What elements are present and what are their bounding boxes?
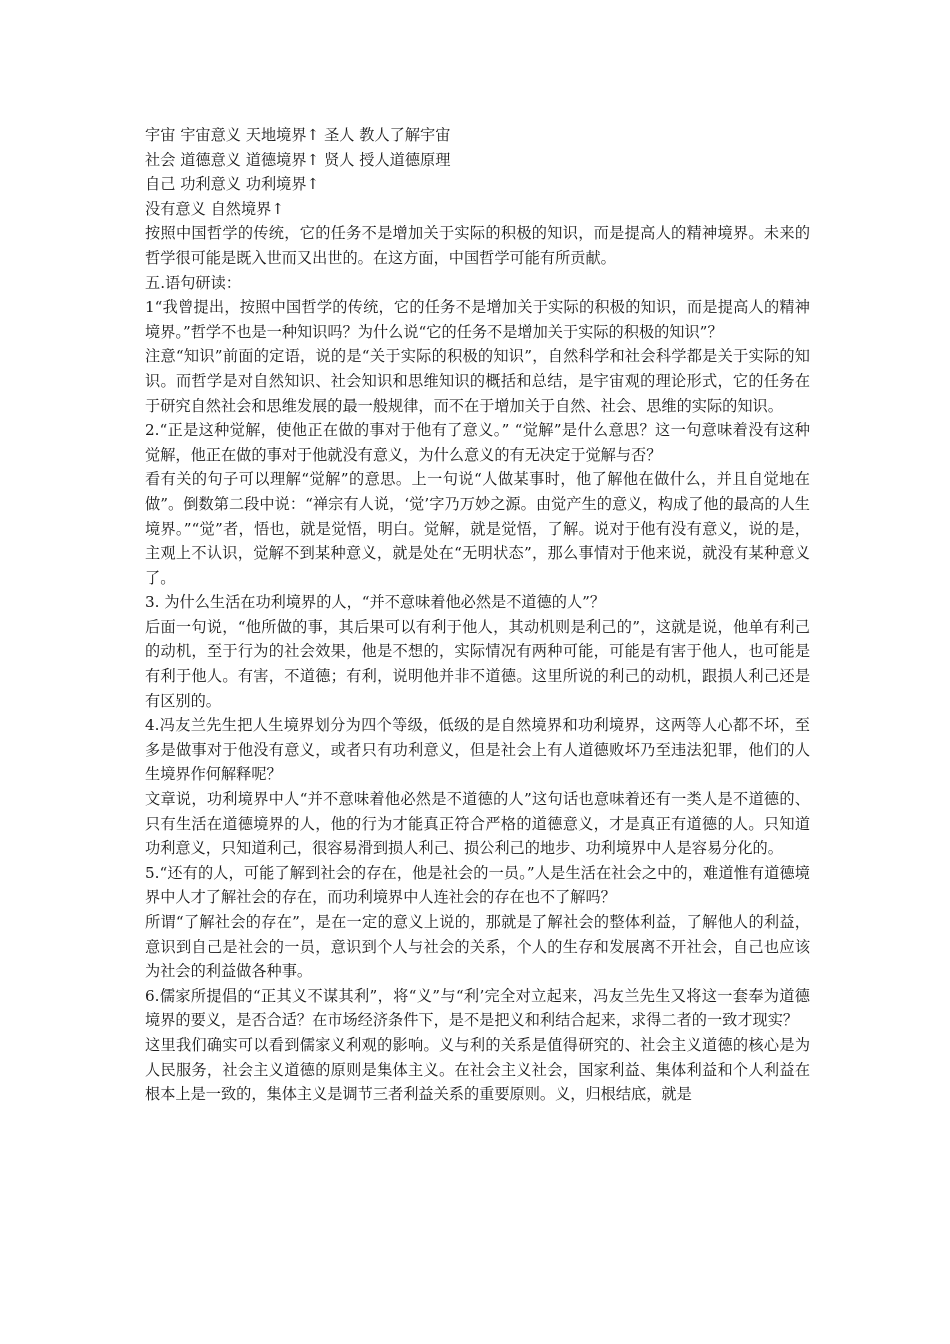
answer-1: 注意“知识”前面的定语，说的是“关于实际的积极的知识”，自然科学和社会科学都是关于实际的知识。而哲学是对自然知识、社会知识和思维知识的概括和总结，是宇宙观的理论形式，它的任务在于研究自然社会和思维发展的最一般规律，而不在于增加关于自然、社会、思维的实际的知识。 (145, 347, 810, 415)
question-6: 6.儒家所提倡的“正其义不谋其利”，将“义”与“利’完全对立起来，冯友兰先生又将这一套奉为道德境界的要义，是否合适？在市场经济条件下，是不是把义和利结合起来，求得二者的一致才现实？ (145, 986, 810, 1030)
question-4: 4.冯友兰先生把人生境界划分为四个等级，低级的是自然境界和功利境界，这两等人心都不坏，至多是做事对于他没有意义，或者只有功利意义，但是社会上有人道德败坏乃至违法犯罪，他们的人生境界作何解释呢？ (145, 716, 810, 784)
question-2: 2.“正是这种觉解，使他正在做的事对于他有了意义。” “觉解”是什么意思？这一句意味着没有这种觉解，他正在做的事对于他就没有意义，为什么意义的有无决定于觉解与否？ (145, 421, 810, 464)
hierarchy-line-universe: 宇宙 宇宙意义 天地境界↑ 圣人 教人了解宇宙 (145, 126, 451, 144)
paragraph-conclusion: 按照中国哲学的传统，它的任务不是增加关于实际的积极的知识，而是提高人的精神境界。未来的哲学很可能是既入世而又出世的。在这方面，中国哲学可能有所贡献。 (145, 224, 810, 267)
hierarchy-line-society: 社会 道德意义 道德境界↑ 贤人 授人道德原理 (145, 150, 451, 169)
document-page (145, 123, 810, 1107)
question-1: 1“我曾提出，按照中国哲学的传统，它的任务不是增加关于实际的积极的知识，而是提高人的精神境界。”哲学不也是一种知识吗？为什么说“它的任务不是增加关于实际的积极的知识”？ (145, 298, 810, 341)
hierarchy-line-none: 没有意义 自然境界↑ (145, 199, 285, 218)
answer-2: 看有关的句子可以理解“觉解”的意思。上一句说“人做某事时，他了解他在做什么，并且自觉地在做”。倒数第二段中说：“禅宗有人说，‘觉’字乃万妙之源。由觉产生的意义，构成了他的最高的人生境界。”“觉”者，悟也，就是觉悟，明白。觉解，就是觉悟，了解。说对于他有没有意义，说的是，主观上不认识，觉解不到某种意义，就是处在“无明状态”，那么事情对于他来说，就没有某种意义了。 (145, 470, 810, 587)
question-5: 5.“还有的人，可能了解到社会的存在，他是社会的一员。”人是生活在社会之中的，难道惟有道德境界中人才了解社会的存在，而功利境界中人连社会的存在也不了解吗？ (145, 863, 810, 907)
hierarchy-line-self: 自己 功利意义 功利境界↑ (145, 175, 320, 194)
answer-3: 后面一句说，“他所做的事，其后果可以有利于他人，其动机则是利己的”，这就是说，他单有利己的动机，至于行为的社会效果，他是不想的，实际情况有两种可能，可能是有害于他人，也可能是有利于他人。有害，不道德；有利，说明他并非不道德。这里所说的利己的动机，跟损人利己还是有区别的。 (145, 617, 810, 710)
section-heading: 五.语句研读： (145, 273, 241, 292)
answer-5: 所谓“了解社会的存在”，是在一定的意义上说的，那就是了解社会的整体利益，了解他人的利益，意识到自己是社会的一员，意识到个人与社会的关系，个人的生存和发展离不开社会，自己也应该为社会的利益做各种事。 (145, 913, 810, 981)
answer-6: 这里我们确实可以看到儒家义利观的影响。义与利的关系是值得研究的、社会主义道德的核心是为人民服务，社会主义道德的原则是集体主义。在社会主义社会，国家利益、集体利益和个人利益在根本上是一致的，集体主义是调节三者利益关系的重要原则。义，归根结底，就是 (145, 1035, 810, 1104)
question-3: 3. 为什么生活在功利境界的人，“并不意味着他必然是不道德的人”？ (145, 593, 606, 612)
answer-4: 文章说，功利境界中人“并不意味着他必然是不道德的人”这句话也意味着还有一类人是不道德的、只有生活在道德境界的人，他的行为才能真正符合严格的道德意义，才是真正有道德的人。只知道功利意义，只知道利己，很容易滑到损人利己、损公利己的地步、功利境界中人是容易分化的。 (145, 790, 810, 858)
